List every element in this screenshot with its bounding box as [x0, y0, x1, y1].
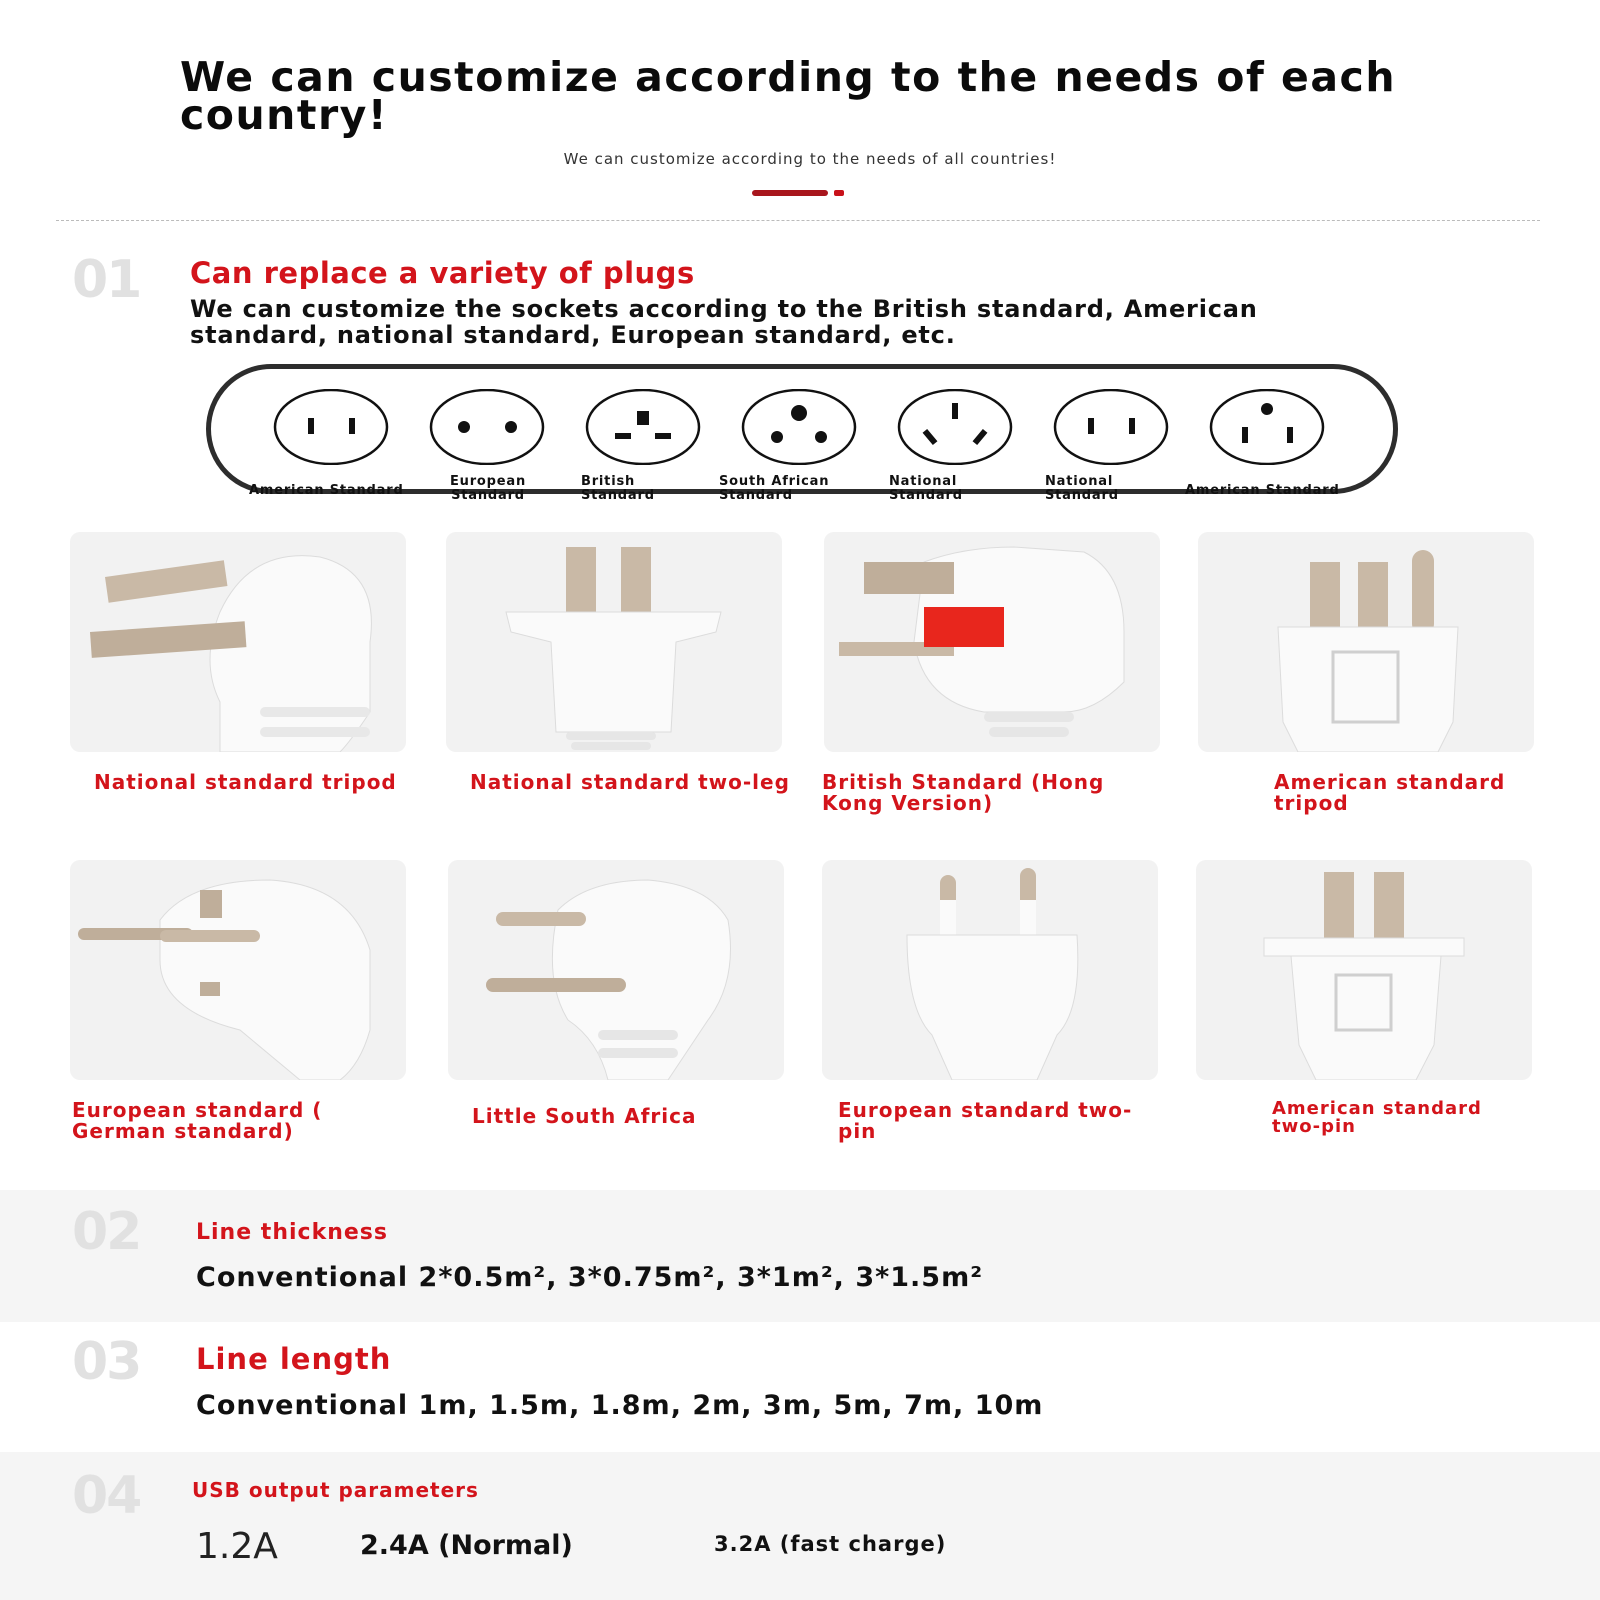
plug-image-european-german — [70, 860, 406, 1080]
line-length-values: Conventional 1m, 1.5m, 1.8m, 2m, 3m, 5m, 7m, 10m — [196, 1390, 1044, 1421]
plug-image-american-tripod — [1198, 532, 1534, 752]
plug-caption: Little South Africa — [472, 1104, 697, 1128]
socket-american-standard — [249, 389, 404, 498]
plug-caption: National standard tripod — [94, 770, 397, 794]
european-round-socket-icon — [429, 389, 545, 465]
plug-image-american-two-pin — [1196, 860, 1532, 1080]
plug-caption: European standard two-pin — [838, 1098, 1133, 1143]
section-title-plugs: Can replace a variety of plugs — [190, 256, 695, 290]
american-three-pin-socket-icon — [1209, 389, 1325, 465]
plug-caption: National standard two-leg — [470, 770, 790, 794]
plug-image-little-south-africa — [448, 860, 784, 1080]
socket-standards-panel — [206, 364, 1398, 503]
british-socket-icon — [585, 389, 701, 465]
section-usb-output — [0, 1452, 1600, 1600]
accent-bar — [752, 190, 828, 196]
plug-caption: American standard tripod — [1274, 770, 1506, 815]
section-description-plugs: We can customize the sockets according to the British standard, American standard, national standard, European standard, etc. — [190, 295, 1258, 349]
national-two-pin-socket-icon — [1053, 389, 1169, 465]
section-number-02: 02 — [72, 1202, 141, 1262]
section-number-03: 03 — [72, 1332, 141, 1392]
page-title: We can customize according to the needs of each country! — [180, 53, 1397, 139]
section-line-thickness — [0, 1190, 1600, 1322]
page-subtitle: We can customize according to the needs of all countries! — [563, 150, 1057, 168]
section-line-length — [0, 1322, 1600, 1452]
socket-label: South African Standard — [719, 474, 830, 503]
south-african-socket-icon — [741, 389, 857, 465]
plug-image-national-tripod — [70, 532, 406, 752]
section-title-usb-output: USB output parameters — [192, 1478, 479, 1502]
socket-label: American Standard — [249, 483, 404, 498]
section-title-line-thickness: Line thickness — [196, 1220, 388, 1245]
socket-british-standard — [563, 389, 679, 503]
american-two-flat-socket-icon — [273, 389, 389, 465]
socket-american-standard-three — [1185, 389, 1340, 498]
socket-label: American Standard — [1185, 483, 1340, 498]
socket-national-standard-three — [875, 389, 991, 503]
plug-image-british-hong-kong — [824, 532, 1160, 752]
section-title-line-length: Line length — [196, 1342, 392, 1376]
usb-option-2: 2.4A (Normal) — [360, 1530, 573, 1561]
plug-caption: British Standard (Hong Kong Version) — [822, 770, 1105, 815]
accent-dot — [834, 190, 844, 196]
socket-european-standard — [407, 389, 527, 503]
socket-south-african-standard — [719, 389, 835, 503]
section-number-04: 04 — [72, 1466, 141, 1526]
section-number-01: 01 — [72, 250, 141, 310]
socket-national-standard-two — [1031, 389, 1147, 503]
socket-label: European Standard — [449, 474, 527, 503]
dashed-divider — [56, 220, 1540, 221]
socket-label: National Standard — [1045, 474, 1119, 503]
line-thickness-values: Conventional 2*0.5m², 3*0.75m², 3*1m², 3*1.5m² — [196, 1262, 984, 1293]
national-three-pin-socket-icon — [897, 389, 1013, 465]
usb-option-1: 1.2A — [196, 1526, 278, 1567]
usb-option-3: 3.2A (fast charge) — [714, 1532, 947, 1556]
plug-image-european-two-pin — [822, 860, 1158, 1080]
plug-caption: American standard two-pin — [1272, 1098, 1482, 1137]
plug-caption: European standard ( German standard) — [72, 1098, 323, 1143]
socket-label: British Standard — [581, 474, 655, 503]
socket-label: National Standard — [889, 474, 963, 503]
plug-image-national-two-leg — [446, 532, 782, 752]
